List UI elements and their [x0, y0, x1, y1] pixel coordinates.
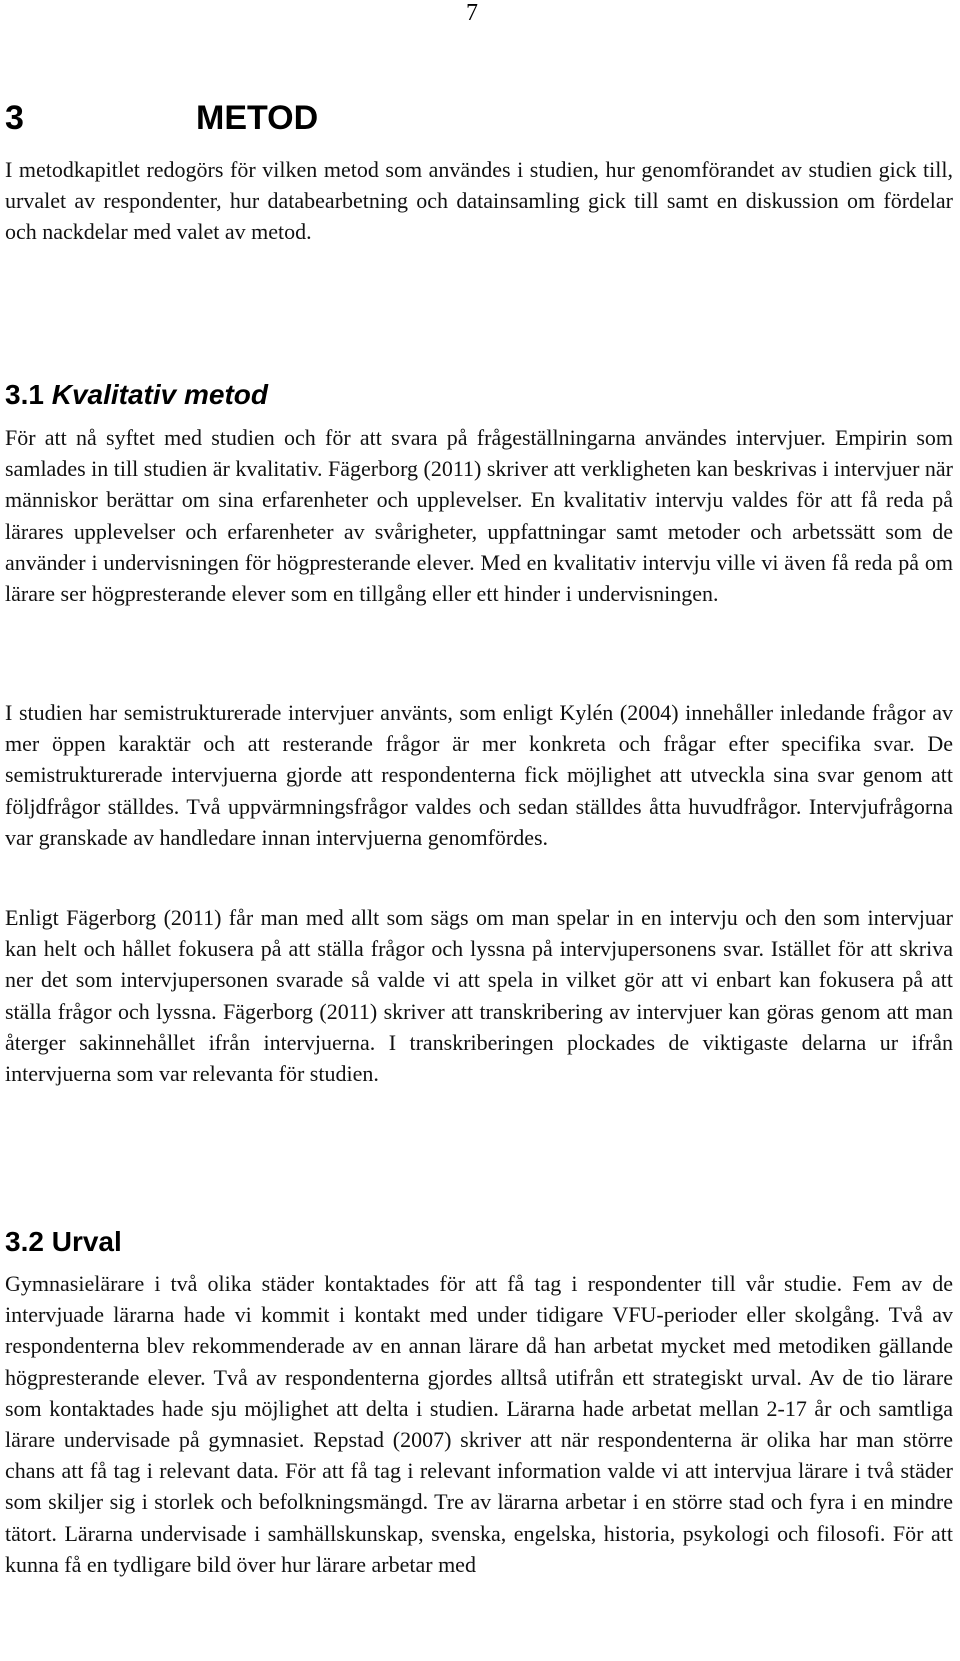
intro-paragraph: I metodkapitlet redogörs för vilken metod som användes i studien, hur genomförandet av studien gick till, urvalet av respondenter, hur databearbetning och datainsamling gick till samt en diskussion om fördelar och nackdelar med valet av metod. [5, 157, 953, 245]
section-3-2-paragraph-1: Gymnasielärare i två olika städer kontaktades för att få tag i respondenter till vår studie. Fem av de intervjuade lärarna hade vi kommit i kontakt med under tidigare VFU-perioder eller skolgång. Två av respondenterna blev rekommenderade av en annan lärare då han arbetat mycket med metodiken gällande högpresterande elever. Två av respondenterna gjordes alltså utifrån ett strategiskt urval. Av de tio lärare som kontaktades hade sju möjlighet att delta i studien. Lärarna hade arbetat mellan 2-17 år och samtliga lärare undervisade på gymnasiet. Repstad (2007) skriver att när respondenterna är olika har man större chans att få tag i relevant data. För att få tag i relevant information valde vi att intervjua lärare i två städer som skiljer sig i storlek och befolkningsmängd. Tre av lärarna arbetar i en större stad och fyra i en mindre tätort. Lärarna undervisade i samhällskunskap, svenska, engelska, historia, psykologi och filosofi. För att kunna få en tydligare bild över hur lärare arbetar med [5, 1271, 953, 1577]
chapter-number: 3 [5, 99, 24, 137]
section-number: 3.2 [5, 1226, 44, 1257]
chapter-heading [5, 98, 318, 138]
page-number: 7 [466, 0, 478, 26]
chapter-title: METOD [196, 99, 319, 137]
section-3-1-paragraph-1: För att nå syftet med studien och för att svara på frågeställningarna användes intervjuer. Empirin som samlades in till studien är kvalitativ. Fägerborg (2011) skriver att verkligheten kan beskrivas i intervjuer när människor berättar om sina erfarenheter och upplevelser. En kvalitativ intervju valdes för att få reda på lärares upplevelser och erfarenheter av svårigheter, uppfattningar samt metoder och arbetssätt som de använder i undervisningen för högpresterande elever. Med en kvalitativ intervju ville vi även få reda på om lärare ser högpresterande elever som en tillgång eller ett hinder i undervisningen. [5, 425, 953, 607]
section-title: Urval [51, 1226, 122, 1257]
section-3-1-paragraph-2: I studien har semistrukturerade intervjuer använts, som enligt Kylén (2004) innehåller inledande frågor av mer öppen karaktär och att resterande frågor är mer konkreta och frågar efter specifika svar. De semistrukturerade intervjuerna gjorde att respondenterna fick möjlighet att utveckla sina svar genom att följdfrågor ställdes. Två uppvärmningsfrågor valdes och sedan ställdes åtta huvudfrågor. Intervjufrågorna var granskade av handledare innan intervjuerna genomfördes. [5, 700, 953, 850]
section-number: 3.1 [5, 379, 44, 410]
section-heading-3-2 [5, 1225, 122, 1259]
section-title: Kvalitativ metod [51, 379, 268, 410]
section-heading-3-1 [5, 378, 268, 412]
section-3-1-paragraph-3: Enligt Fägerborg (2011) får man med allt som sägs om man spelar in en intervju och den som intervjuar kan helt och hållet fokusera på att ställa frågor och lyssna på intervjupersonens svar. Istället för att skriva ner det som intervjupersonen svarade så valde vi att spela in vilket gör att vi enbart kan fokusera på att ställa frågor och lyssna. Fägerborg (2011) skriver att transkribering av intervjuer kan göras genom att man återger sakinnehållet ifrån intervjuerna. I transkriberingen plockades de viktigaste delarna ur ifrån intervjuerna som var relevanta för studien. [5, 905, 953, 1087]
